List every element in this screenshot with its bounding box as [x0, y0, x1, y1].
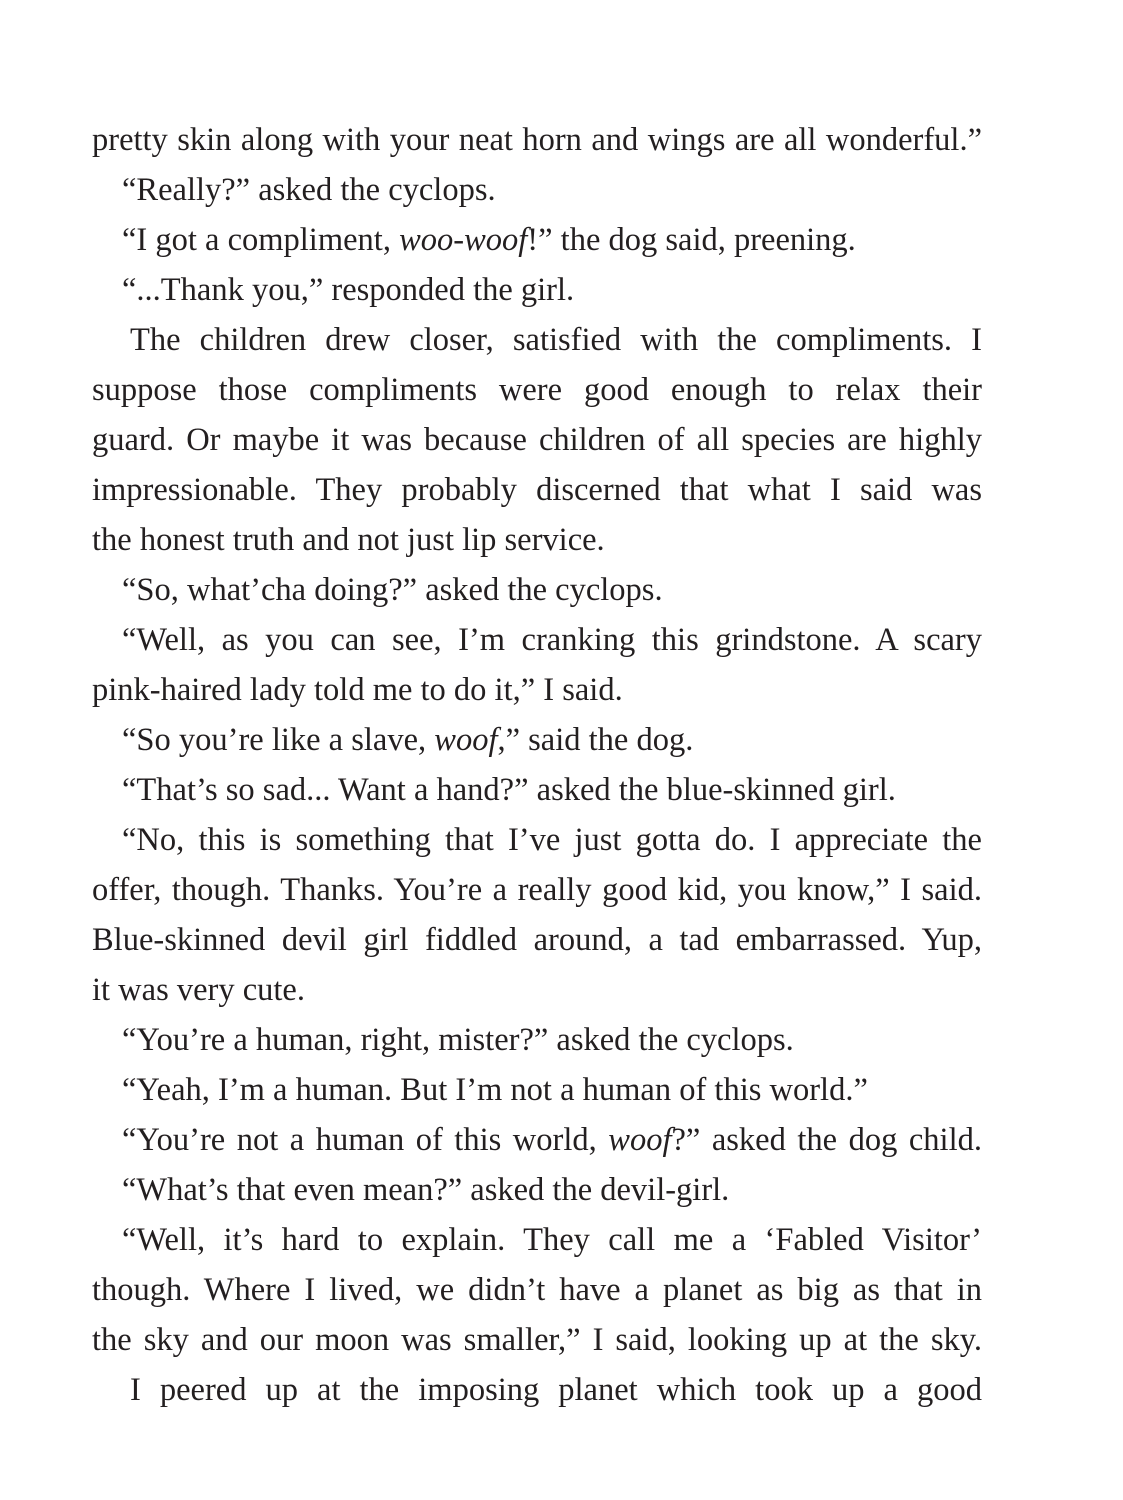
text-line: “I got a compliment, woo-woof!” the dog said, preening. — [122, 222, 856, 258]
text-line: “So you’re like a slave, woof,” said the dog. — [122, 722, 694, 758]
text-line: it was very cute. — [92, 972, 305, 1008]
text-line: “Yeah, I’m a human. But I’m not a human of this world.” — [122, 1072, 868, 1108]
body-text — [92, 115, 982, 1415]
text-line: Blue-skinned devil girl fiddled around, a tad embarrassed. Yup, — [92, 922, 982, 958]
text-line: impressionable. They probably discerned that what I said was — [92, 472, 982, 508]
text-line: suppose those compliments were good enough to relax their — [92, 372, 982, 408]
text-line: offer, though. Thanks. You’re a really good kid, you know,” I said. — [92, 872, 982, 908]
text-line: The children drew closer, satisfied with the compliments. I — [130, 322, 982, 358]
italic-text: woo-woof — [399, 222, 528, 258]
text-line: “That’s so sad... Want a hand?” asked the blue-skinned girl. — [122, 772, 896, 808]
text-line: “What’s that even mean?” asked the devil-girl. — [122, 1172, 730, 1208]
text-line: pink-haired lady told me to do it,” I said. — [92, 672, 623, 708]
text-line: guard. Or maybe it was because children of all species are highly — [92, 422, 982, 458]
text-line: “Well, as you can see, I’m cranking this grindstone. A scary — [122, 622, 982, 658]
text-line: “You’re a human, right, mister?” asked the cyclops. — [122, 1022, 794, 1058]
text-line: the honest truth and not just lip service. — [92, 522, 605, 558]
text-line: “Really?” asked the cyclops. — [122, 172, 496, 208]
text-line: “So, what’cha doing?” asked the cyclops. — [122, 572, 663, 608]
text-line: “...Thank you,” responded the girl. — [122, 272, 575, 308]
text-line: “No, this is something that I’ve just gotta do. I appreciate the — [122, 822, 982, 858]
text-line: I peered up at the imposing planet which took up a good — [130, 1372, 982, 1408]
text-line: “You’re not a human of this world, woof?” asked the dog child. — [122, 1122, 982, 1158]
italic-text: woof — [434, 722, 498, 758]
text-line: “Well, it’s hard to explain. They call me a ‘Fabled Visitor’ — [122, 1222, 982, 1258]
italic-text: woof — [608, 1122, 672, 1158]
text-line: though. Where I lived, we didn’t have a planet as big as that in — [92, 1272, 982, 1308]
text-line: the sky and our moon was smaller,” I said, looking up at the sky. — [92, 1322, 982, 1358]
text-line: pretty skin along with your neat horn and wings are all wonderful.” — [92, 122, 982, 158]
